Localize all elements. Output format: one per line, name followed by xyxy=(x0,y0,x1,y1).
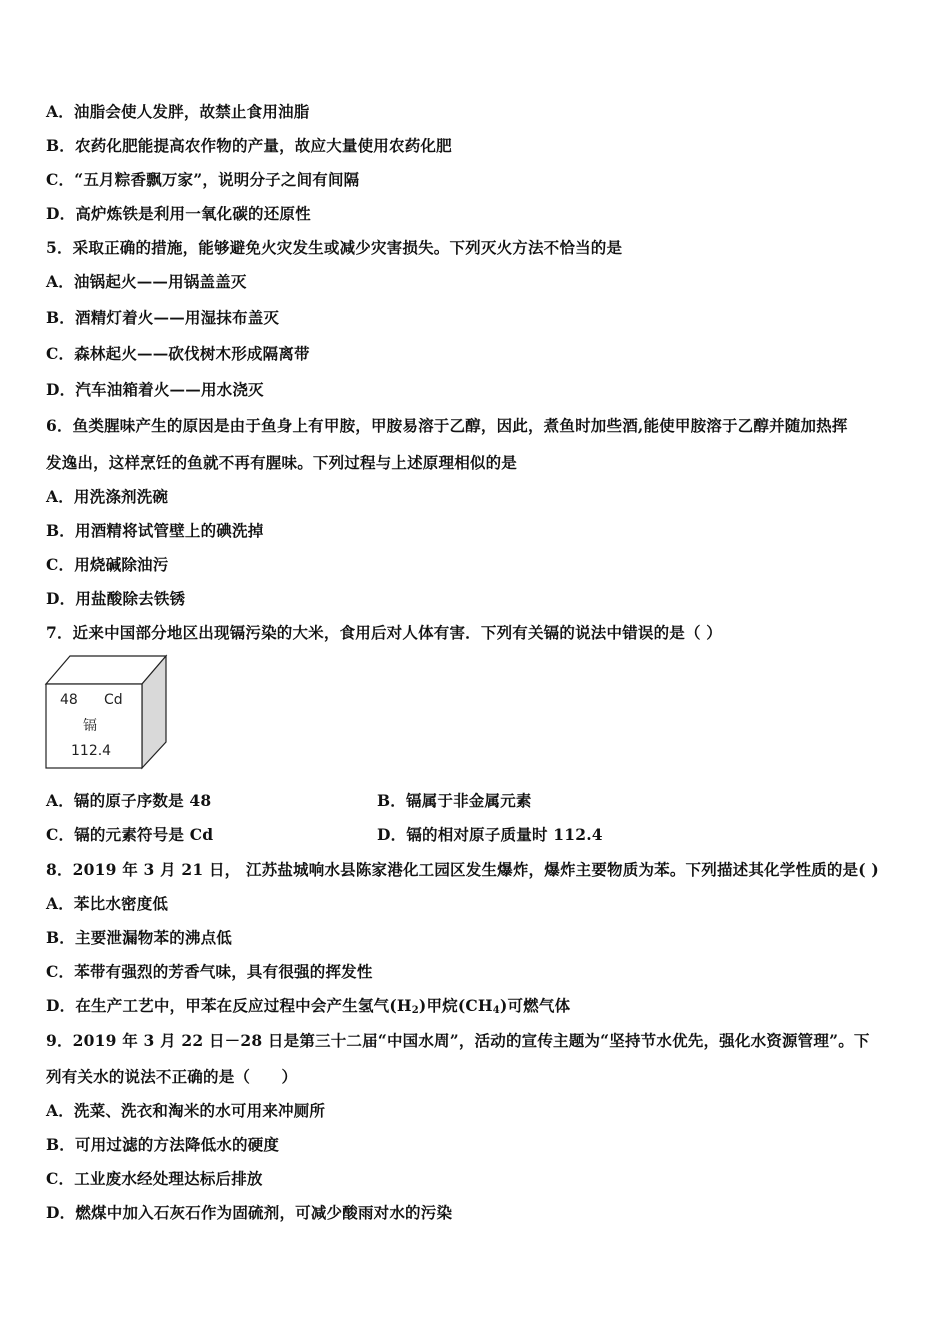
q7-option-d: D．镉的相对原子质量时 112.4 xyxy=(377,825,603,844)
q8-stem: 8．2019 年 3 月 21 日， 江苏盐城响水县陈家港化工园区发生爆炸，爆炸主要物质为苯。下列描述其化学性质的是( ) xyxy=(46,860,879,879)
q8-option-d xyxy=(46,996,570,1021)
q6-stem-line2: 发逸出，这样烹饪的鱼就不再有腥味。下列过程与上述原理相似的是 xyxy=(46,453,518,472)
element-name: 镉 xyxy=(83,718,97,734)
q8-option-b: B．主要泄漏物苯的沸点低 xyxy=(46,928,233,947)
q5-option-d: D．汽车油箱着火——用水浇灭 xyxy=(46,380,264,399)
q8-d-text-1: D．在生产工艺中，甲苯在反应过程中会产生氢气(H xyxy=(46,996,412,1015)
q7-stem: 7．近来中国部分地区出现镉污染的大米，食用后对人体有害．下列有关镉的说法中错误的是（ ） xyxy=(46,623,722,642)
atomic-number: 48 xyxy=(60,692,78,708)
q6-option-b: B．用酒精将试管壁上的碘洗掉 xyxy=(46,521,264,540)
q6-option-d: D．用盐酸除去铁锈 xyxy=(46,589,186,608)
cadmium-element-cell xyxy=(44,654,168,770)
atomic-mass: 112.4 xyxy=(71,743,112,759)
q8-d-text-3: )可燃气体 xyxy=(499,996,571,1015)
q7-option-a: A．镉的原子序数是 48 xyxy=(46,791,212,810)
q7-option-c: C．镉的元素符号是 Cd xyxy=(46,825,214,844)
q6-option-c: C．用烧碱除油污 xyxy=(46,555,169,574)
q9-stem-line1: 9．2019 年 3 月 22 日－28 日是第三十二届“中国水周”，活动的宣传主题为“坚持节水优先，强化水资源管理”。下 xyxy=(46,1031,870,1050)
q8-d-subscript-2: 4 xyxy=(492,1005,500,1016)
q8-d-subscript-1: 2 xyxy=(411,1005,419,1016)
q6-stem-line1: 6．鱼类腥味产生的原因是由于鱼身上有甲胺，甲胺易溶于乙醇，因此，煮鱼时加些酒,能使甲胺溶于乙醇并随加热挥 xyxy=(46,416,848,435)
element-symbol: Cd xyxy=(104,692,123,708)
q9-option-a: A．洗菜、洗衣和淘米的水可用来冲厕所 xyxy=(46,1101,326,1120)
q5-option-b: B．酒精灯着火——用湿抹布盖灭 xyxy=(46,308,280,327)
q5-stem: 5．采取正确的措施，能够避免火灾发生或减少灾害损失。下列灭火方法不恰当的是 xyxy=(46,238,623,257)
q8-d-text-2: )甲烷(CH xyxy=(418,996,493,1015)
q6-option-a: A．用洗涤剂洗碗 xyxy=(46,487,169,506)
q4-option-a: A．油脂会使人发胖，故禁止食用油脂 xyxy=(46,102,310,121)
q4-option-b: B．农药化肥能提高农作物的产量，故应大量使用农药化肥 xyxy=(46,136,452,155)
q4-option-d: D．高炉炼铁是利用一氧化碳的还原性 xyxy=(46,204,311,223)
q4-option-c: C．“五月粽香飘万家”，说明分子之间有间隔 xyxy=(46,170,360,189)
q9-option-c: C．工业废水经处理达标后排放 xyxy=(46,1169,263,1188)
q9-stem-line2: 列有关水的说法不正确的是（ ） xyxy=(46,1067,298,1086)
q8-option-c: C．苯带有强烈的芳香气味，具有很强的挥发性 xyxy=(46,962,373,981)
q8-option-a: A．苯比水密度低 xyxy=(46,894,169,913)
q9-option-b: B．可用过滤的方法降低水的硬度 xyxy=(46,1135,280,1154)
q5-option-c: C．森林起火——砍伐树木形成隔离带 xyxy=(46,344,310,363)
q5-option-a: A．油锅起火——用锅盖盖灭 xyxy=(46,272,247,291)
q9-option-d: D．燃煤中加入石灰石作为固硫剂，可减少酸雨对水的污染 xyxy=(46,1203,453,1222)
q7-option-b: B．镉属于非金属元素 xyxy=(377,791,532,810)
